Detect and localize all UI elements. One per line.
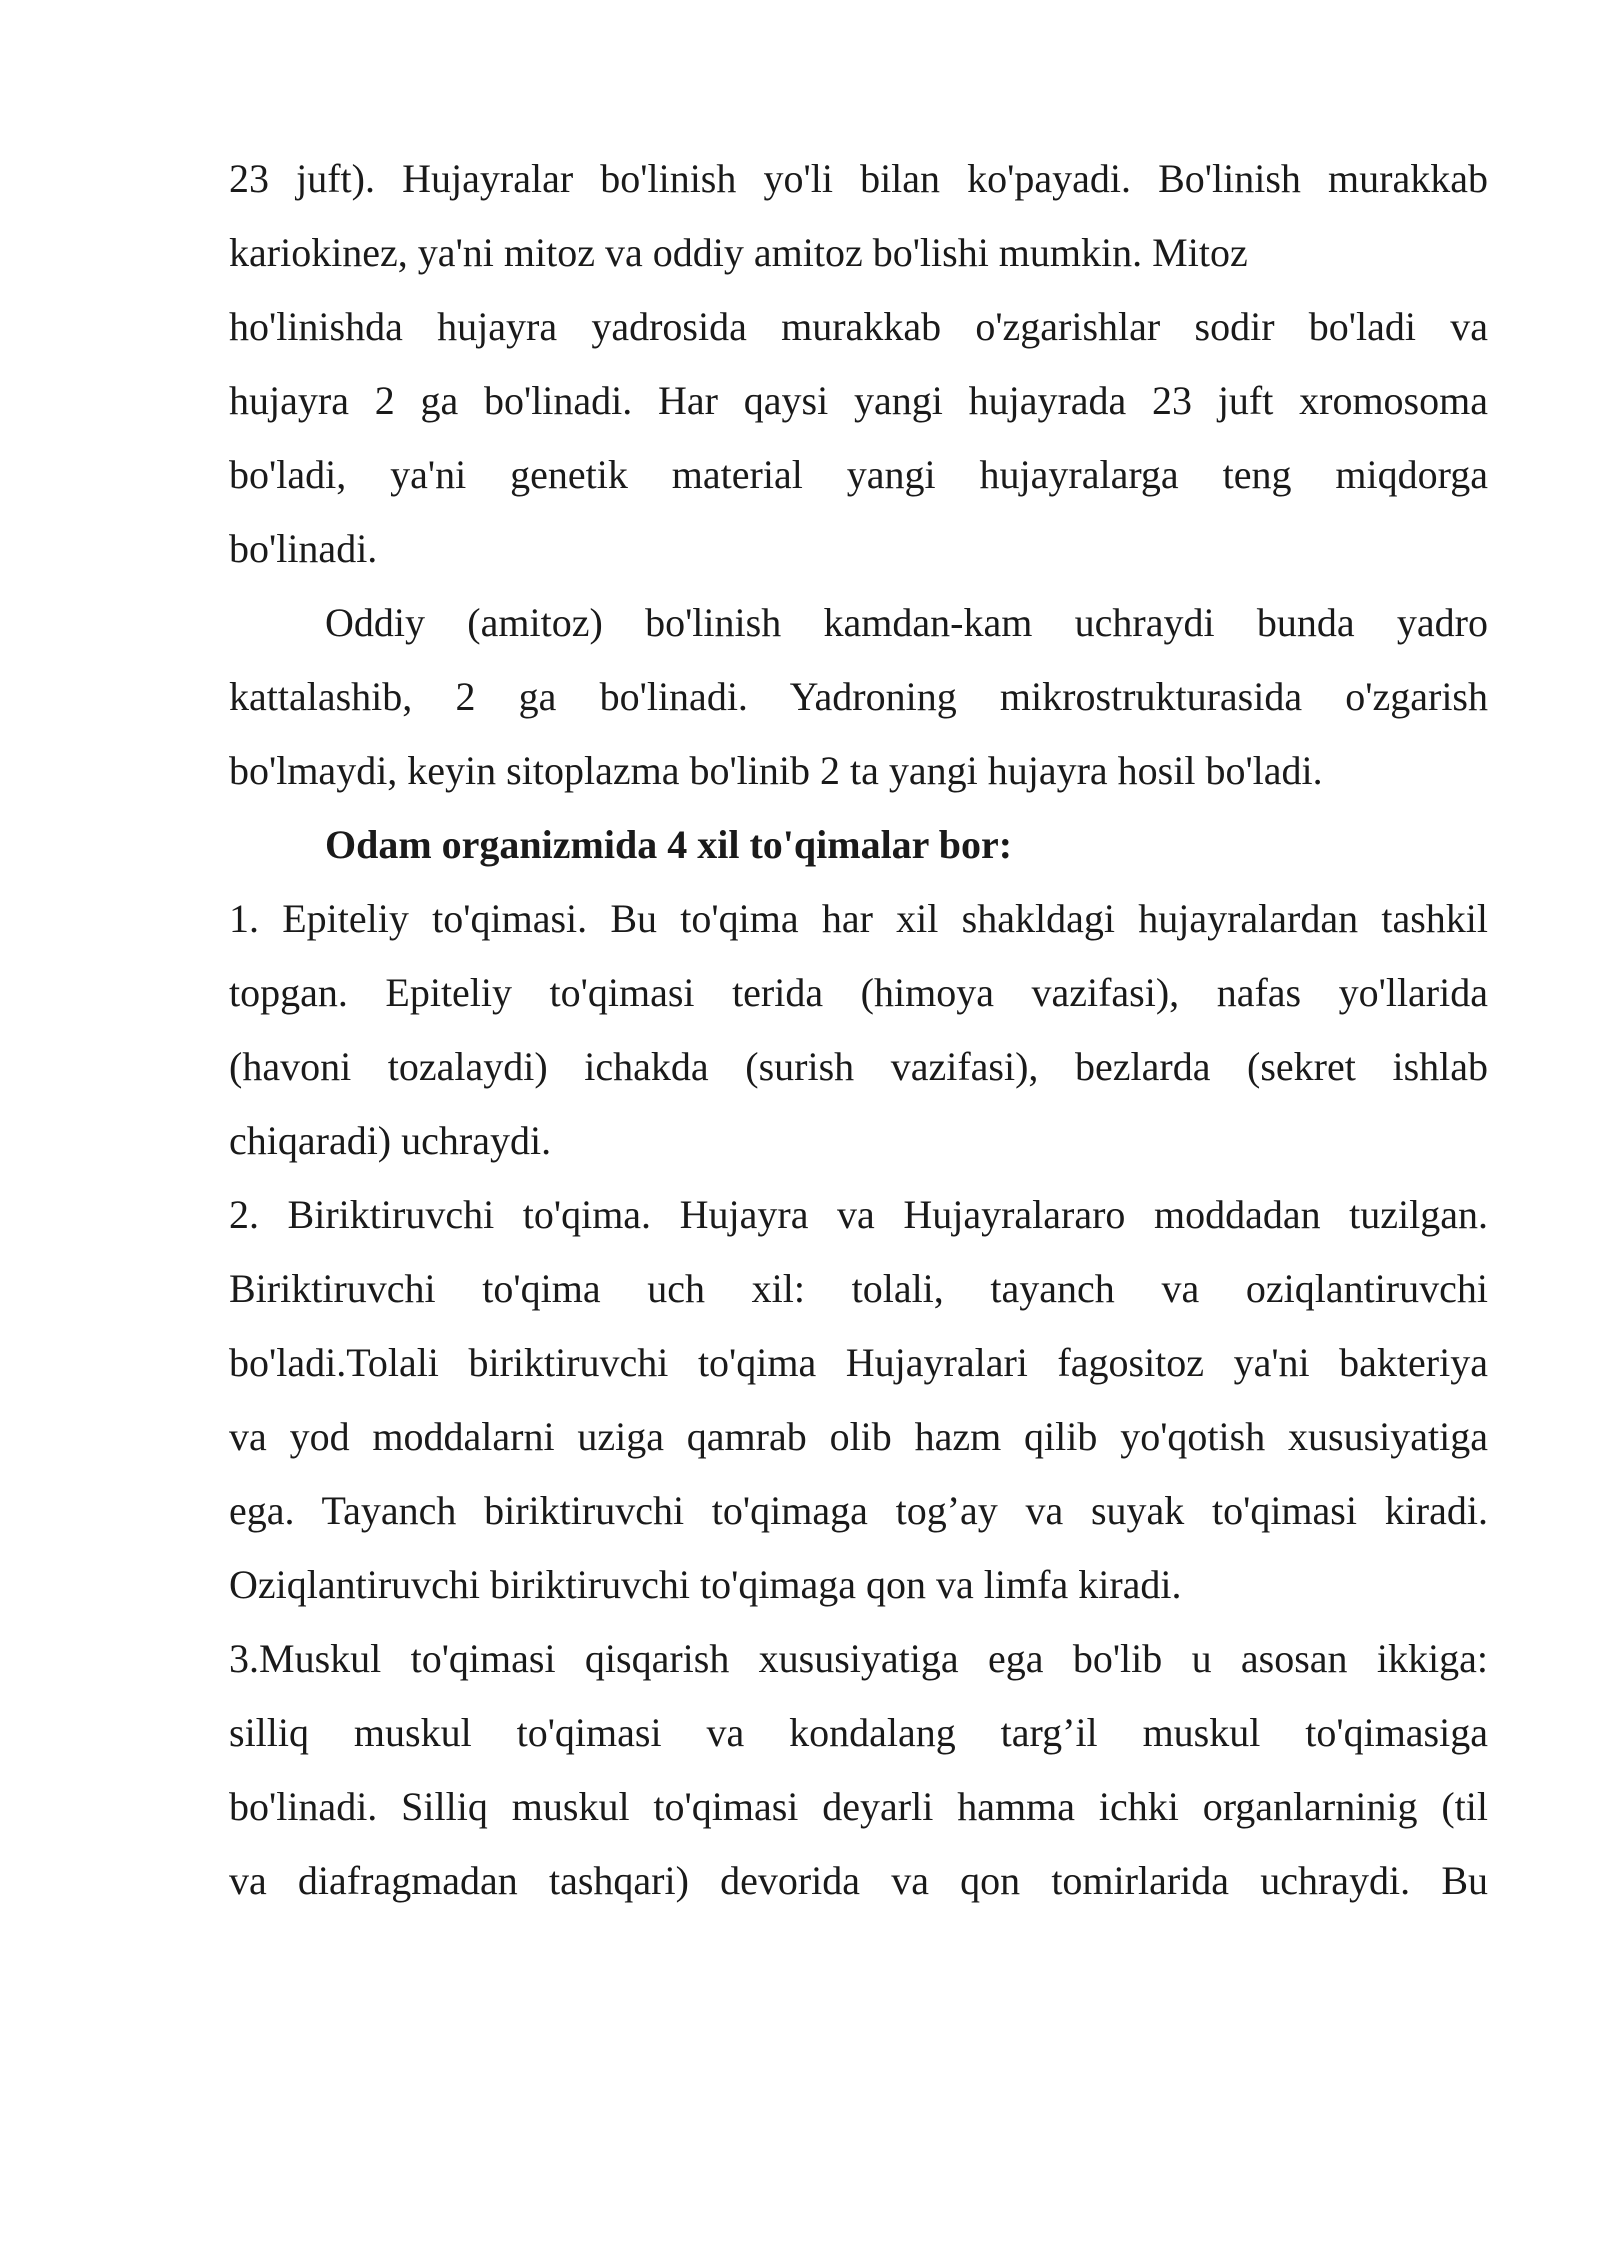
text-line: topgan. Epiteliy to'qimasi terida (himoya vazifasi), nafas yo'llarida xyxy=(229,970,1488,1015)
body-text xyxy=(229,142,1488,1918)
text-line: kariokinez, ya'ni mitoz va oddiy amitoz bo'lishi mumkin. Mitoz xyxy=(229,230,1248,275)
text-line: bo'lmaydi, keyin sitoplazma bo'linib 2 ta yangi hujayra hosil bo'ladi. xyxy=(229,748,1323,793)
text-line: va diafragmadan tashqari) devorida va qon tomirlarida uchraydi. Bu xyxy=(229,1858,1488,1903)
section-heading: Odam organizmida 4 xil to'qimalar bor: xyxy=(325,822,1013,867)
text-line: va yod moddalarni uziga qamrab olib hazm qilib yo'qotish xususiyatiga xyxy=(229,1414,1488,1459)
text-line: (havoni tozalaydi) ichakda (surish vazifasi), bezlarda (sekret ishlab xyxy=(229,1044,1488,1089)
text-line: hujayra 2 ga bo'linadi. Har qaysi yangi hujayrada 23 juft xromosoma xyxy=(229,378,1488,423)
text-line: Oddiy (amitoz) bo'linish kamdan-kam uchraydi bunda yadro xyxy=(325,600,1488,645)
text-line: 1. Epiteliy to'qimasi. Bu to'qima har xil shakldagi hujayralardan tashkil xyxy=(229,896,1488,941)
text-line: silliq muskul to'qimasi va kondalang targ’il muskul to'qimasiga xyxy=(229,1710,1488,1755)
text-line: bo'ladi.Tolali biriktiruvchi to'qima Hujayralari fagositoz ya'ni bakteriya xyxy=(229,1340,1488,1385)
text-line: Biriktiruvchi to'qima uch xil: tolali, tayanch va oziqlantiruvchi xyxy=(229,1266,1488,1311)
text-line: bo'linadi. Silliq muskul to'qimasi deyarli hamma ichki organlarninig (til xyxy=(229,1784,1488,1829)
text-line: ho'linishda hujayra yadrosida murakkab o'zgarishlar sodir bo'ladi va xyxy=(229,304,1488,349)
text-line: 3.Muskul to'qimasi qisqarish xususiyatiga ega bo'lib u asosan ikkiga: xyxy=(229,1636,1488,1681)
text-line: ega. Tayanch biriktiruvchi to'qimaga tog’ay va suyak to'qimasi kiradi. xyxy=(229,1488,1488,1533)
text-line: 2. Biriktiruvchi to'qima. Hujayra va Hujayralararo moddadan tuzilgan. xyxy=(229,1192,1488,1237)
text-line: kattalashib, 2 ga bo'linadi. Yadroning mikrostrukturasida o'zgarish xyxy=(229,674,1488,719)
text-line: 23 juft). Hujayralar bo'linish yo'li bilan ko'payadi. Bo'linish murakkab xyxy=(229,156,1488,201)
text-line: bo'linadi. xyxy=(229,526,378,571)
text-line: chiqaradi) uchraydi. xyxy=(229,1118,552,1163)
text-line: Oziqlantiruvchi biriktiruvchi to'qimaga qon va limfa kiradi. xyxy=(229,1562,1182,1607)
text-line: bo'ladi, ya'ni genetik material yangi hujayralarga teng miqdorga xyxy=(229,452,1488,497)
